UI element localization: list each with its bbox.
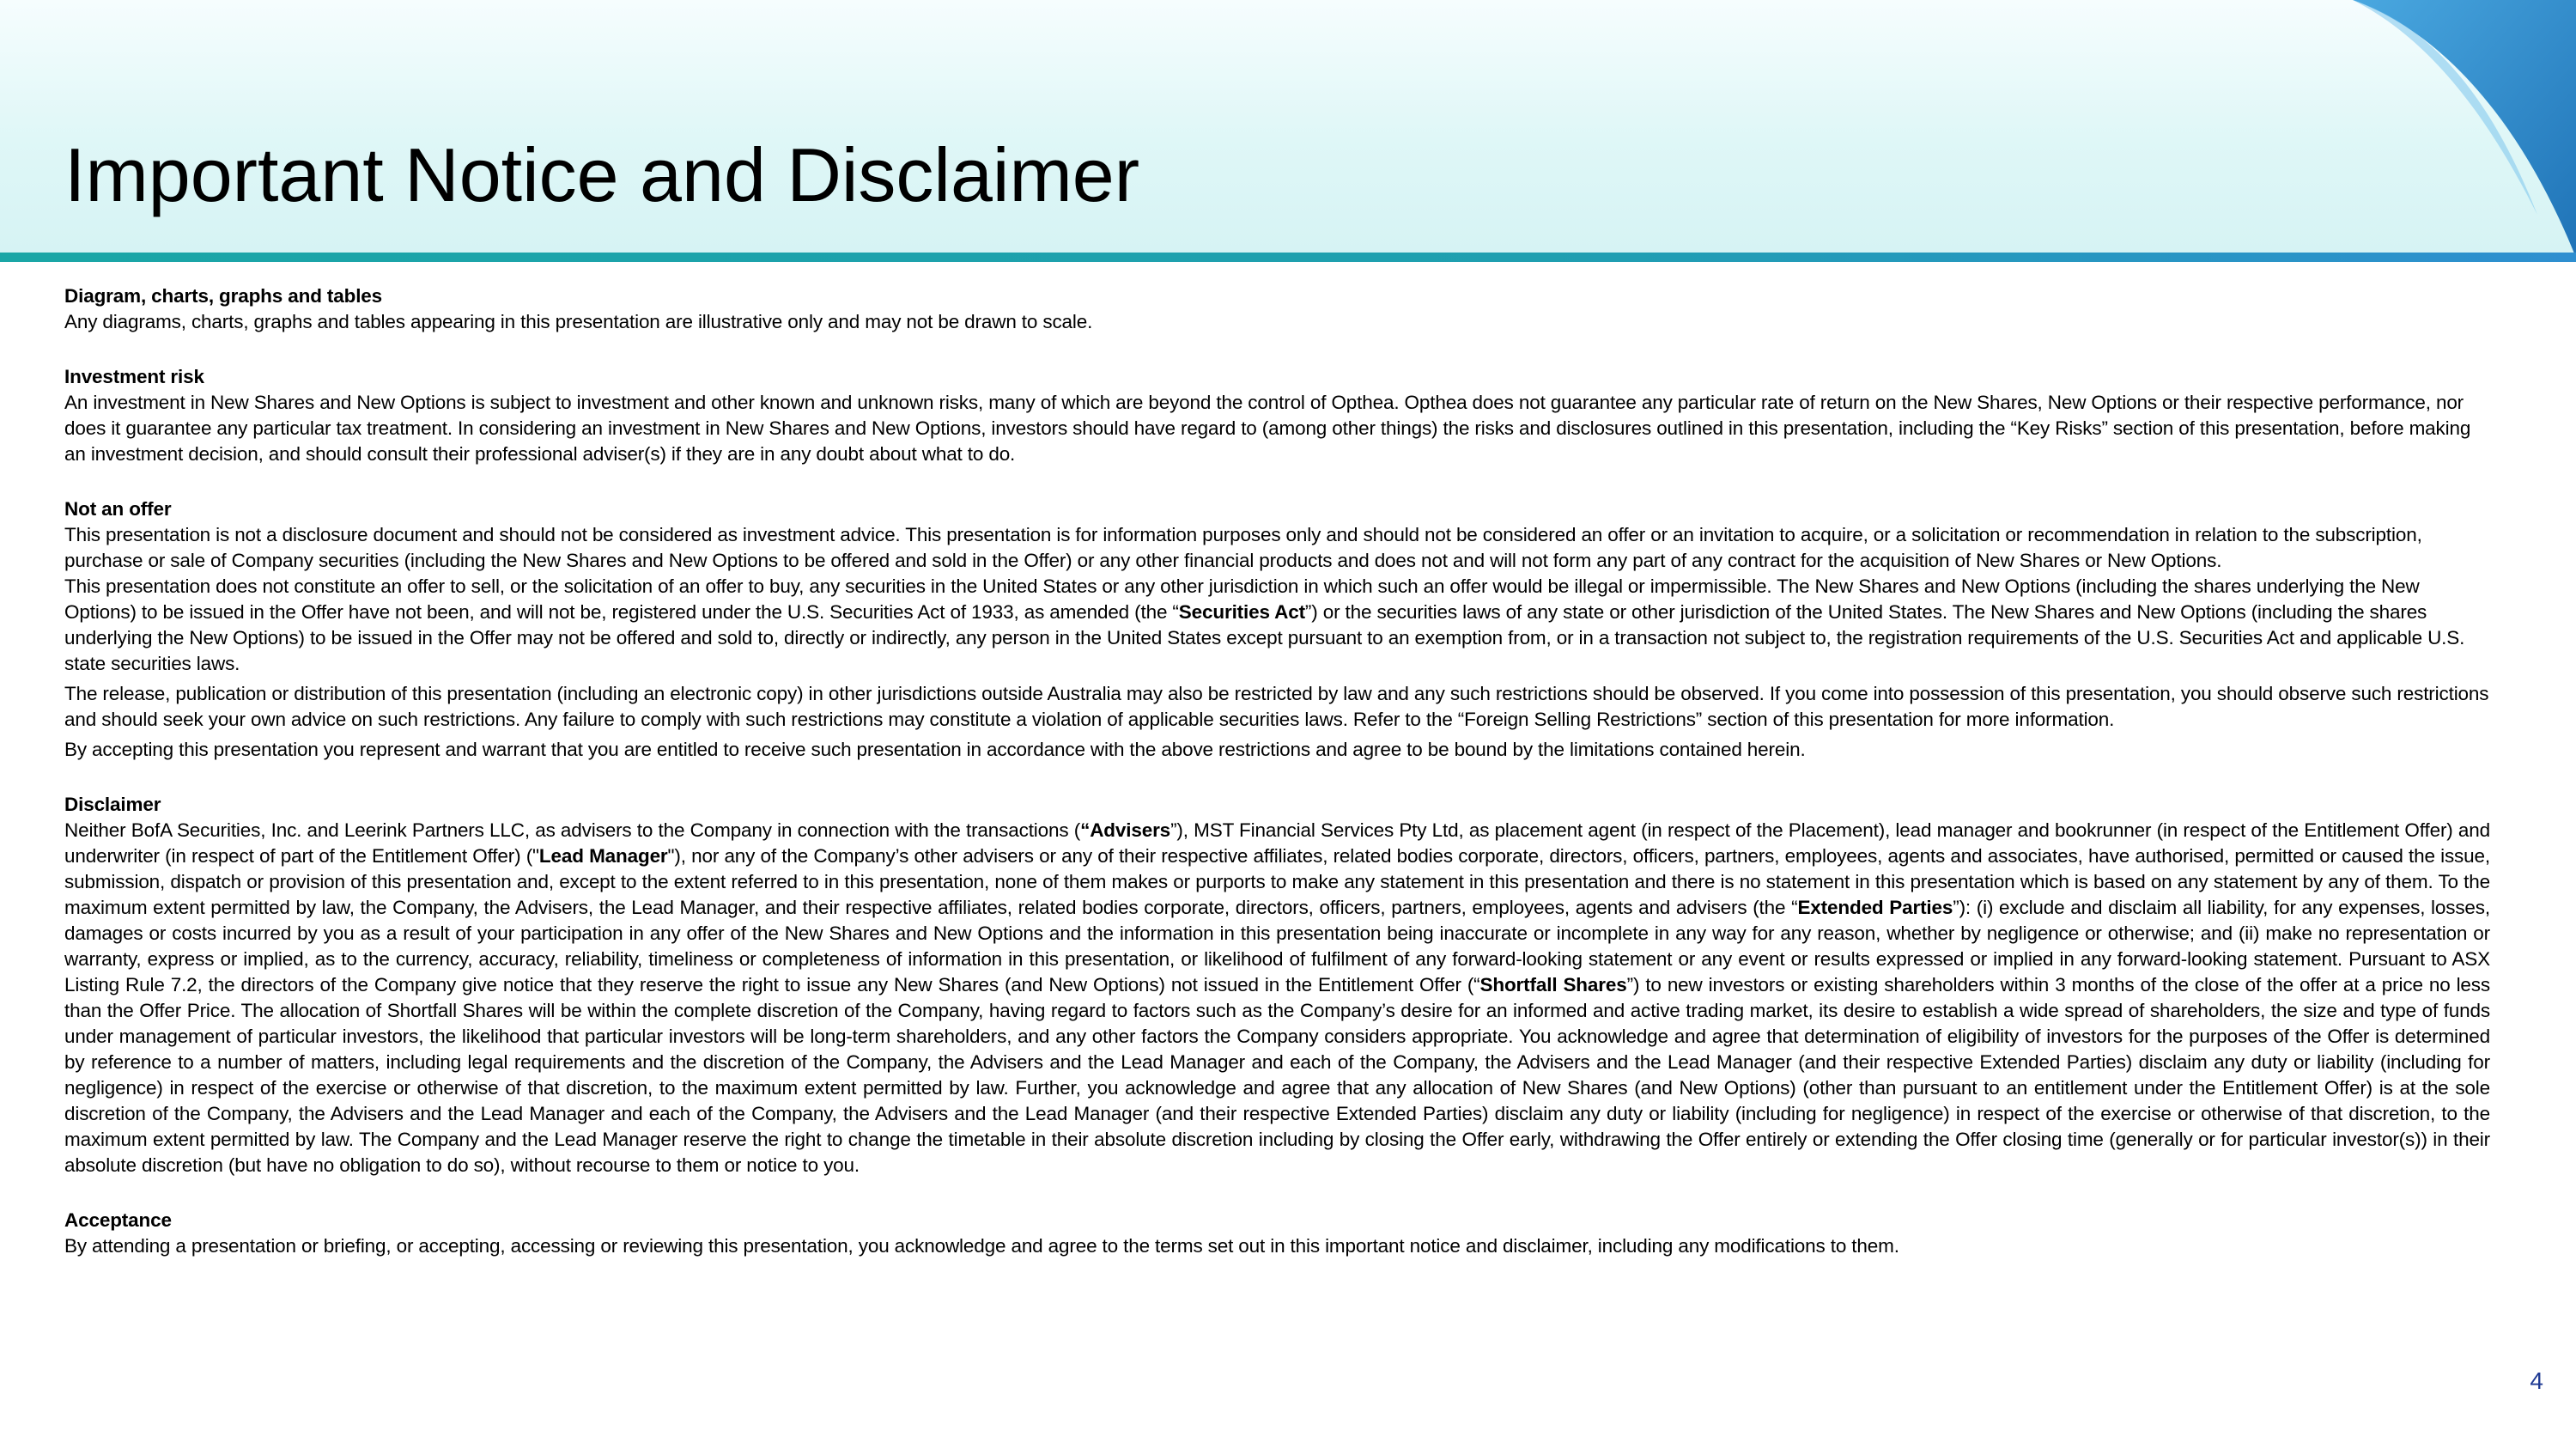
- disclaimer-text-3: "), nor any of the Company’s other advisers or any of their respective affiliates, related bodies corporate, directors, officers, partners, employees, agents and associates, have authorised, permitted or caused the issue, submission, dispatch or provision of this presentation and, except to the extent referred to in this presentation, none of them makes or purports to make any statement in this presentation and there is no statement in this presentation which is based on any statement by any of them. To the maximum extent permitted by law, the Company, the Advisers, the Lead Manager, and their respective affiliates, related bodies corporate, directors, officers, partners, employees, agents and advisers (the “: [64, 845, 2490, 918]
- section-heading-not-an-offer: Not an offer: [64, 498, 172, 520]
- corner-swoosh-decoration: [2353, 0, 2576, 258]
- section-investment-risk: [64, 364, 2490, 467]
- title-divider: [0, 253, 2576, 262]
- section-diagrams: [64, 283, 2490, 335]
- section-heading-acceptance: Acceptance: [64, 1209, 172, 1231]
- extended-parties-term: Extended Parties: [1797, 897, 1953, 918]
- section-acceptance: [64, 1208, 2490, 1259]
- not-an-offer-paragraph-4: By accepting this presentation you represent and warrant that you are entitled to receive such presentation in accordance with the above restrictions and agree to be bound by the limitations contained herein.: [64, 739, 1806, 760]
- section-heading-disclaimer: Disclaimer: [64, 794, 161, 815]
- disclaimer-paragraph: [64, 818, 2490, 1178]
- section-not-an-offer: [64, 496, 2490, 763]
- not-an-offer-paragraph-1: This presentation is not a disclosure document and should not be considered as investment advice. This presentation is for information purposes only and should not be considered an offer or an invitation to acquire, or a solicitation or recommendation in relation to the subscription, purchase or sale of Company securities (including the New Shares and New Options to be offered and sold in the Offer) or any other financial products and does not and will not form any part of any contract for the acquisition of New Shares or New Options.: [64, 524, 2422, 571]
- not-an-offer-paragraph-2-text-a: This presentation does not constitute an offer to sell, or the solicitation of an offer to buy, any securities in the United States or any other jurisdiction in which such an offer would be illegal or impermissible. The New Shares and New Options (including the shares underlying the New Options) to be issued in the Offer have not been, and will not be, registered under the U.S. Securities Act of 1933, as amended (the “: [64, 575, 2420, 623]
- disclaimer-text-5: ”) to new investors or existing shareholders within 3 months of the close of the offer at a price no less than the Offer Price. The allocation of Shortfall Shares will be within the complete discretion of the Company, having regard to factors such as the Company’s desire for an informed and active trading market, its desire to establish a wide spread of shareholders, the size and type of funds under management of particular investors, the likelihood that particular investors will be long-term shareholders, and any other factors the Company considers appropriate. You acknowledge and agree that determination of eligibility of investors for the purposes of the Offer is determined by reference to a number of matters, including legal requirements and the discretion of the Company, the Advisers and the Lead Manager and each of the Company, the Advisers and the Lead Manager (and their respective Extended Parties) disclaim any duty or liability (including for negligence) in respect of the exercise or otherwise of that discretion, to the maximum extent permitted by law. Further, you acknowledge and agree that any allocation of New Shares (and New Options) (other than pursuant to an entitlement under the Entitlement Offer) is at the sole discretion of the Company, the Advisers and the Lead Manager and each of the Company, the Advisers and the Lead Manager (and their respective Extended Parties) disclaim any duty or liability (including for negligence) in respect of the exercise or otherwise of that discretion, to the maximum extent permitted by law. The Company and the Lead Manager reserve the right to change the timetable in their absolute discretion including by closing the Offer early, withdrawing the Offer entirely or extending the Offer closing time (generally or for particular investor(s)) in their absolute discretion (but have no obligation to do so), without recourse to them or notice to you.: [64, 974, 2491, 1176]
- section-body-acceptance: By attending a presentation or briefing, or accepting, accessing or reviewing this presentation, you acknowledge and agree to the terms set out in this important notice and disclaimer, including any modifications to them.: [64, 1235, 1899, 1257]
- disclaimer-content: [64, 283, 2490, 1259]
- section-body-diagrams: Any diagrams, charts, graphs and tables appearing in this presentation are illustrative only and may not be drawn to scale.: [64, 311, 1093, 332]
- disclaimer-text-4: ”): (i) exclude and disclaim all liability, for any expenses, losses, damages or costs incurred by you as a result of your participation in any offer of the New Shares and New Options and the information in this presentation being inaccurate or incomplete in any way for any reason, whether by negligence or otherwise; and (ii) make no representation or warranty, express or implied, as to the currency, accuracy, reliability, timeliness or completeness of information in this presentation, or likelihood of fulfilment of any forward-looking statement or any event or results expressed or implied in any forward-looking statement. Pursuant to ASX Listing Rule 7.2, the directors of the Company give notice that they reserve the right to issue any New Shares (and New Options) not issued in the Entitlement Offer (“: [64, 897, 2490, 995]
- disclaimer-text-1: Neither BofA Securities, Inc. and Leerink Partners LLC, as advisers to the Company in connection with the transactions (: [64, 819, 1081, 841]
- section-disclaimer: [64, 792, 2490, 1178]
- section-heading-investment-risk: Investment risk: [64, 366, 204, 387]
- not-an-offer-paragraph-3: The release, publication or distribution of this presentation (including an electronic copy) in other jurisdictions outside Australia may also be restricted by law and any such restrictions should be observed. If you come into possession of this presentation, you should observe such restrictions and should seek your own advice on such restrictions. Any failure to comply with such restrictions may constitute a violation of applicable securities laws. Refer to the “Foreign Selling Restrictions” section of this presentation for more information.: [64, 683, 2489, 730]
- not-an-offer-paragraph-2-text-b: ”) or the securities laws of any state or other jurisdiction of the United States. The New Shares and New Options (including the shares underlying the New Options) to be issued in the Offer may not be offered and sold to, directly or indirectly, any person in the United States except pursuant to an exemption from, or in a transaction not subject to, the registration requirements of the U.S. Securities Act and applicable U.S. state securities laws.: [64, 601, 2465, 674]
- section-heading-diagrams: Diagram, charts, graphs and tables: [64, 285, 383, 307]
- page-number: 4: [2530, 1367, 2543, 1394]
- page-title: Important Notice and Disclaimer: [64, 132, 1140, 217]
- not-an-offer-paragraph-2: [64, 574, 2490, 677]
- disclaimer-text-2: ”), MST Financial Services Pty Ltd, as placement agent (in respect of the Placement), lead manager and bookrunner (in respect of the Entitlement Offer) and underwriter (in respect of part of the Entitlement Offer) (": [64, 819, 2490, 867]
- advisers-term: “Advisers: [1080, 819, 1171, 841]
- lead-manager-term: Lead Manager: [538, 845, 668, 867]
- shortfall-shares-term: Shortfall Shares: [1479, 974, 1627, 995]
- securities-act-term: Securities Act: [1178, 601, 1305, 623]
- section-body-investment-risk: An investment in New Shares and New Options is subject to investment and other known and unknown risks, many of which are beyond the control of Opthea. Opthea does not guarantee any particular rate of return on the New Shares, New Options or their respective performance, nor does it guarantee any particular tax treatment. In considering an investment in New Shares and New Options, investors should have regard to (among other things) the risks and disclosures outlined in this presentation, including the “Key Risks” section of this presentation, before making an investment decision, and should consult their professional adviser(s) if they are in any doubt about what to do.: [64, 392, 2471, 465]
